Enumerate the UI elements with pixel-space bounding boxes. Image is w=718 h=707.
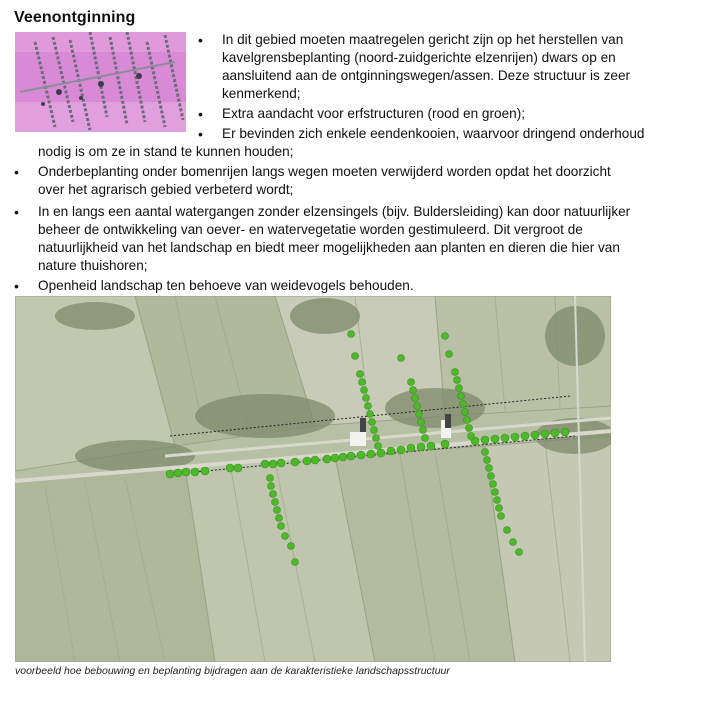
bullet-1-line-3: aansluitend aan de ontginningswegen/assen. Deze structuur is zeer xyxy=(222,68,631,83)
bullet-2-line-1: Extra aandacht voor erfstructuren (rood en groen); xyxy=(222,106,525,121)
bullet-5-line-3: natuurlijkheid van het landschap en biedt meer mogelijkheden aan planten en dieren die hier van xyxy=(38,240,620,255)
bullet-4-line-2: over het agrarisch gebied verbeterd wordt; xyxy=(38,182,294,197)
bullet-icon: • xyxy=(198,32,203,48)
bullet-icon: • xyxy=(14,164,19,180)
bullet-1-line-2: kavelgrensbeplanting (noord-zuidgerichte elzenrijen) dwars op en xyxy=(222,50,616,65)
bullet-5-line-2: beheer de ontwikkeling van oever- en watervegetatie worden gestimuleerd. Dit vergroot de xyxy=(38,222,583,237)
aerial-map-image xyxy=(15,296,611,662)
bullet-icon: • xyxy=(14,204,19,220)
bullet-1-line-1: In dit gebied moeten maatregelen gericht zijn op het herstellen van xyxy=(222,32,624,47)
thumbnail-map-image xyxy=(15,32,186,132)
bullet-5-line-4: nature thuishoren; xyxy=(38,258,148,273)
bullet-6-line-1: Openheid landschap ten behoeve van weidevogels behouden. xyxy=(38,278,414,293)
figure-caption: voorbeeld hoe bebouwing en beplanting bijdragen aan de karakteristieke landschapsstructuur xyxy=(15,665,450,677)
bullet-4-line-1: Onderbeplanting onder bomenrijen langs wegen moeten verwijderd worden opdat het doorzicht xyxy=(38,164,611,179)
bullet-icon: • xyxy=(198,126,203,142)
bullet-icon: • xyxy=(14,278,19,294)
bullet-5-line-1: In en langs een aantal watergangen zonder elzensingels (bijv. Buldersleiding) kan door natuurlijker xyxy=(38,204,631,219)
bullet-icon: • xyxy=(198,106,203,122)
bullet-3-line-2: nodig is om ze in stand te kunnen houden; xyxy=(38,144,294,159)
bullet-1-line-4: kenmerkend; xyxy=(222,86,301,101)
bullet-3-line-1: Er bevinden zich enkele eendenkooien, waarvoor dringend onderhoud xyxy=(222,126,645,141)
section-title: Veenontginning xyxy=(14,9,136,26)
